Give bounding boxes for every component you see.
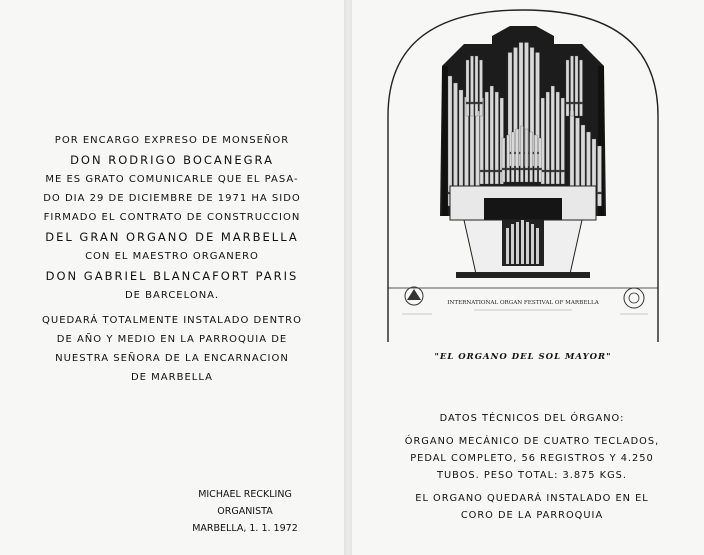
announcement-line-12: NUESTRA SEÑORA DE LA ENCARNACION	[55, 353, 289, 364]
organ-pipe	[516, 129, 519, 182]
pipe-mouth	[556, 170, 560, 172]
tech-line-2: PEDAL COMPLETO, 56 REGISTROS Y 4.250	[410, 453, 654, 464]
organ-pipe	[566, 60, 569, 116]
announcement-line-6: DEL GRAN ORGANO DE MARBELLA	[45, 230, 299, 244]
organ-pipe	[575, 56, 578, 116]
signature-place-date: MARBELLA, 1. 1. 1972	[192, 523, 298, 534]
signature-block	[150, 486, 340, 537]
announcement-line-5: FIRMADO EL CONTRATO DE CONSTRUCCION	[43, 212, 301, 223]
announcement-line-1: POR ENCARGO EXPRESO DE MONSEÑOR	[54, 135, 290, 146]
pipe-mouth	[520, 168, 523, 170]
pipe-mouth	[525, 168, 528, 170]
organ-pipe	[475, 56, 478, 116]
pipe-mouth	[571, 102, 574, 104]
pipe-mouth	[507, 168, 510, 170]
organ-illustration	[384, 6, 662, 342]
organ-pipe	[539, 138, 542, 182]
pipe-mouth	[502, 168, 505, 170]
announcement-line-11: DE AÑO Y MEDIO EN LA PARROQUIA DE	[56, 334, 288, 345]
pipe-mouth	[551, 170, 555, 172]
announcement-line-9: DE BARCELONA.	[124, 290, 220, 301]
install-line-2: CORO DE LA PARROQUIA	[460, 510, 604, 521]
pipe-mouth	[480, 102, 483, 104]
figure-banner: INTERNATIONAL ORGAN FESTIVAL OF MARBELLA	[447, 300, 599, 306]
organ-pipe	[471, 56, 474, 116]
technical-data	[362, 410, 702, 524]
signature-role: ORGANISTA	[217, 506, 273, 517]
organ-pipe	[551, 86, 555, 184]
organ-pipe	[580, 60, 583, 116]
announcement-line-2: DON RODRIGO BOCANEGRA	[70, 153, 274, 167]
tech-line-3: TUBOS. PESO TOTAL: 3.875 KGS.	[436, 470, 627, 481]
announcement-text	[12, 131, 332, 387]
tech-title: DATOS TÉCNICOS DEL ÓRGANO:	[439, 413, 625, 424]
install-line-1: EL ORGANO QUEDARÁ INSTALADO EN EL	[415, 493, 649, 504]
announcement-line-10: QUEDARÁ TOTALMENTE INSTALADO DENTRO	[42, 315, 302, 326]
organ-pipe	[490, 86, 494, 184]
signature-name: MICHAEL RECKLING	[198, 489, 292, 500]
pipe-mouth	[516, 168, 519, 170]
pipe-mouth	[534, 168, 537, 170]
organ-pipe	[520, 126, 523, 182]
announcement-line-7: CON EL MAESTRO ORGANERO	[85, 251, 259, 262]
announcement-line-4: DO DIA 29 DE DICIEMBRE DE 1971 HA SIDO	[43, 193, 301, 204]
figure-caption: "EL ORGANO DEL SOL MAYOR"	[434, 352, 612, 362]
pipe-mouth	[598, 192, 602, 194]
pipe-mouth	[539, 168, 542, 170]
pipe-mouth	[530, 168, 533, 170]
pipe-mouth	[490, 170, 494, 172]
organ-pipe	[525, 129, 528, 182]
organ-pipe	[571, 56, 574, 116]
pipe-mouth	[580, 102, 583, 104]
pipe-mouth	[566, 102, 569, 104]
organ-pipe	[511, 132, 514, 182]
pipe-mouth	[511, 168, 514, 170]
pipe-mouth	[561, 170, 565, 172]
announcement-line-3: ME ES GRATO COMUNICARLE QUE EL PASA-	[45, 174, 299, 185]
organ-pipe	[507, 135, 510, 182]
organ-pipe	[598, 146, 602, 206]
pipe-mouth	[575, 102, 578, 104]
pipe-mouth	[480, 170, 484, 172]
pipe-mouth	[471, 102, 474, 104]
organ-pipe	[502, 138, 505, 182]
page-fold	[344, 0, 352, 555]
pipe-mouth	[495, 170, 499, 172]
pipe-mouth	[485, 170, 489, 172]
pipe-mouth	[546, 170, 550, 172]
announcement-line-8: DON GABRIEL BLANCAFORT PARIS	[45, 269, 299, 283]
pipe-mouth	[466, 102, 469, 104]
pipe-mouth	[475, 102, 478, 104]
organ-pipe	[534, 135, 537, 182]
organ-pipe	[480, 60, 483, 116]
announcement-line-13: DE MARBELLA	[130, 372, 213, 383]
tech-line-1: ÓRGANO MECÁNICO DE CUATRO TECLADOS,	[404, 436, 660, 447]
organ-pipe	[530, 132, 533, 182]
organ-pipe	[466, 60, 469, 116]
